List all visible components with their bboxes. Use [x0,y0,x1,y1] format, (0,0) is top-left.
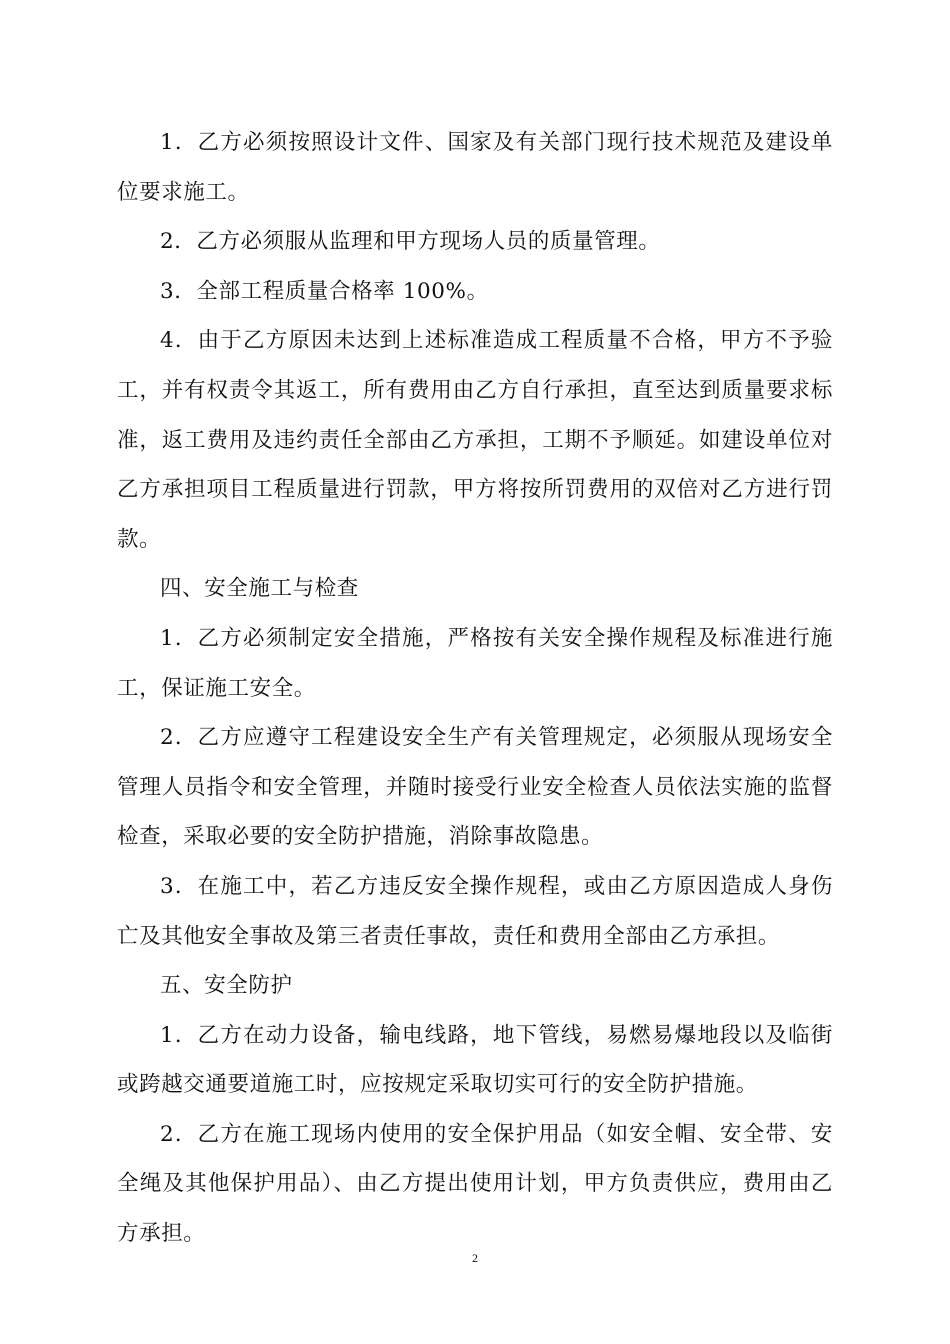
paragraph-quality-2: 2．乙方必须服从监理和甲方现场人员的质量管理。 [160,229,661,255]
paragraph-protection-1: 1．乙方在动力设备，输电线路，地下管线，易燃易爆地段以及临街或跨越交通要道施工时，应按规定采取切实可行的安全防护措施。 [117,1022,833,1098]
paragraph-protection-2: 2．乙方在施工现场内使用的安全保护用品（如安全帽、安全带、安全绳及其他保护用品）、由乙方提出使用计划，甲方负责供应，费用由乙方承担。 [117,1121,833,1247]
page-number: 2 [472,1251,478,1265]
section-heading-safety-construction: 四、安全施工与检查 [160,576,359,602]
paragraph-quality-4: 4．由于乙方原因未达到上述标准造成工程质量不合格，甲方不予验工，并有权责令其返工，所有费用由乙方自行承担，直至达到质量要求标准，返工费用及违约责任全部由乙方承担，工期不予顺延。如建设单位对乙方承担项目工程质量进行罚款，甲方将按所罚费用的双倍对乙方进行罚款。 [117,328,833,552]
document-body [117,118,833,1259]
paragraph-safety-2: 2．乙方应遵守工程建设安全生产有关管理规定，必须服从现场安全管理人员指令和安全管理，并随时接受行业安全检查人员依法实施的监督检查，采取必要的安全防护措施，消除事故隐患。 [117,725,833,850]
paragraph-quality-3: 3．全部工程质量合格率 100%。 [160,278,489,304]
paragraph-safety-3: 3．在施工中，若乙方违反安全操作规程，或由乙方原因造成人身伤亡及其他安全事故及第三者责任事故，责任和费用全部由乙方承担。 [117,873,833,949]
section-heading-safety-protection: 五、安全防护 [160,973,293,999]
paragraph-quality-1: 1．乙方必须按照设计文件、国家及有关部门现行技术规范及建设单位要求施工。 [117,130,833,205]
paragraph-safety-1: 1．乙方必须制定安全措施，严格按有关安全操作规程及标准进行施工，保证施工安全。 [117,625,833,701]
